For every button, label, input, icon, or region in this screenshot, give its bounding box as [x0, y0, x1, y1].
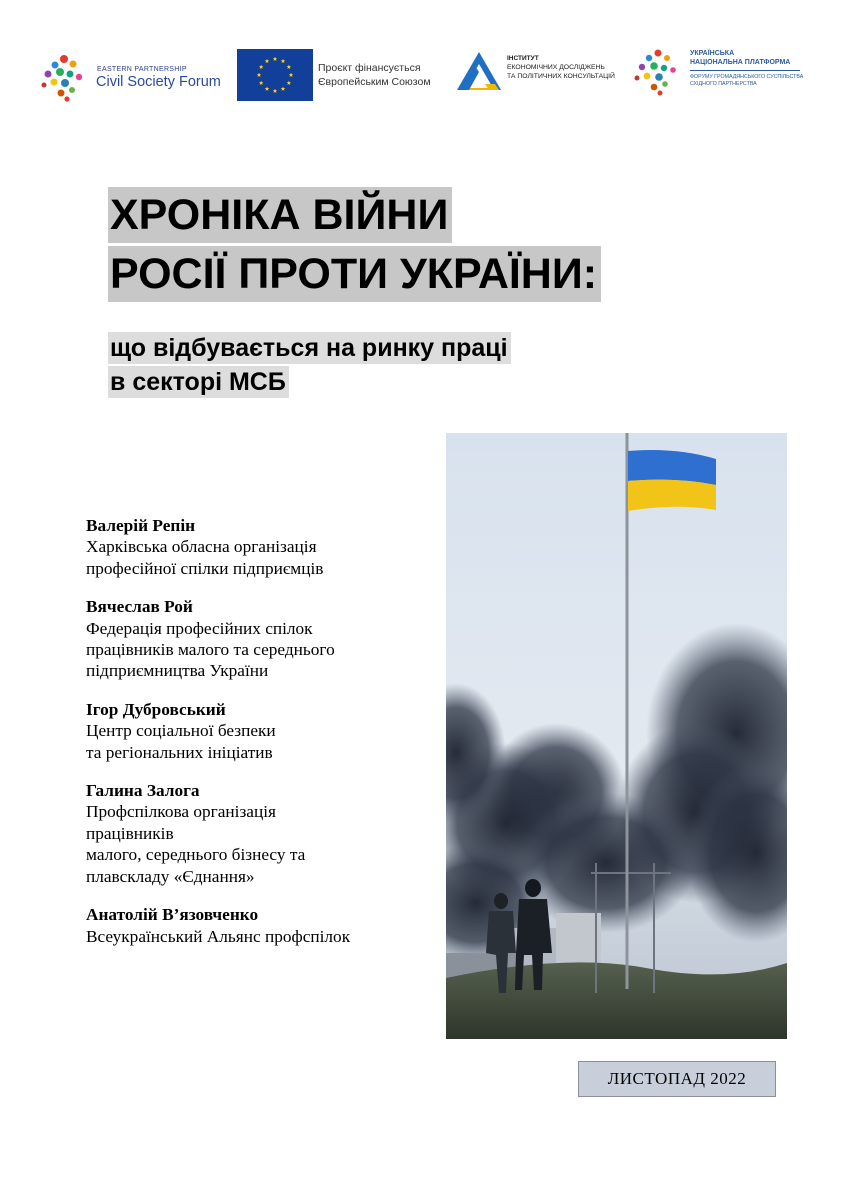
unp-line3: ФОРУМУ ГРОМАДЯНСЬКОГО СУСПІЛЬСТВА	[690, 74, 804, 80]
unp-subtitle	[690, 74, 803, 88]
author-org-line: підприємництва України	[86, 661, 269, 681]
eu-star-icon	[287, 65, 292, 69]
author-entry	[86, 515, 431, 579]
ier-title: ІНСТИТУТ	[507, 55, 539, 62]
eap-dots-icon	[40, 52, 90, 104]
title-line-2: РОСІЇ ПРОТИ УКРАЇНИ:	[108, 246, 601, 302]
author-name: Галина Залога	[86, 781, 200, 801]
ier-subtitle	[507, 63, 615, 81]
author-org-line: працівників	[86, 823, 174, 843]
ier-triangle-icon	[455, 50, 503, 94]
publication-date: ЛИСТОПАД 2022	[578, 1061, 776, 1097]
eu-star-icon	[259, 65, 264, 69]
eu-flag-logo[interactable]	[237, 49, 313, 101]
eap-name: Civil Society Forum	[96, 74, 221, 90]
eu-star-icon	[257, 73, 262, 77]
eu-stars-icon	[237, 49, 313, 101]
eu-funding-text	[318, 61, 431, 89]
author-entry	[86, 904, 431, 947]
authors-list	[86, 515, 431, 964]
author-name: Анатолій В’язовченко	[86, 905, 259, 925]
eu-star-icon	[273, 89, 278, 93]
eu-star-icon	[281, 59, 286, 63]
author-org-line: працівників малого та середнього	[86, 640, 335, 660]
author-name: Валерій Репін	[86, 516, 196, 535]
unp-line2: НАЦІОНАЛЬНА ПЛАТФОРМА	[690, 59, 791, 66]
author-org-line: та регіональних ініціатив	[86, 742, 273, 762]
subtitle-line-2: в секторі МСБ	[108, 366, 289, 398]
unp-line1: УКРАЇНСЬКА	[690, 50, 735, 57]
author-org-line: плавскладу «Єднання»	[86, 866, 255, 886]
unp-divider	[690, 70, 800, 71]
author-org-line: професійної спілки підприємців	[86, 558, 324, 578]
eu-text-line2: Європейським Союзом	[318, 76, 431, 88]
author-org-line: Федерація професійних спілок	[86, 618, 313, 638]
flag-smoke-photo	[446, 433, 787, 1039]
eu-star-icon	[289, 73, 294, 77]
eu-text-line1: Проєкт фінансується	[318, 62, 421, 74]
subtitle-line-1: що відбувається на ринку праці	[108, 332, 511, 364]
cover-photo	[446, 433, 787, 1039]
author-org-line: Всеукраїнський Альянс профспілок	[86, 926, 351, 946]
logo-bar	[0, 0, 849, 120]
eap-label: EASTERN PARTNERSHIP	[97, 66, 187, 73]
author-org-line: малого, середнього бізнесу та	[86, 845, 306, 865]
eu-star-icon	[281, 86, 286, 90]
author-org-line: Профспілкова організація	[86, 802, 276, 822]
ier-line2: ЕКОНОМІЧНИХ ДОСЛІДЖЕНЬ	[507, 64, 605, 71]
eu-star-icon	[273, 57, 278, 61]
ier-logo[interactable]	[455, 50, 625, 95]
eu-star-icon	[259, 81, 264, 85]
eu-star-icon	[265, 86, 270, 90]
author-entry	[86, 699, 431, 763]
eu-star-icon	[265, 59, 270, 63]
author-name: Вячеслав Рой	[86, 597, 193, 617]
author-entry	[86, 780, 431, 887]
eu-star-icon	[287, 81, 292, 85]
author-org-line: Центр соціальної безпеки	[86, 721, 276, 741]
author-org-line: Харківська обласна організація	[86, 537, 317, 557]
author-entry	[86, 596, 431, 682]
unp-line4: СХІДНОГО ПАРТНЕРСТВА	[690, 81, 757, 87]
author-name: Ігор Дубровський	[86, 699, 226, 719]
unp-dots-icon	[630, 47, 682, 99]
title-line-1: ХРОНІКА ВІЙНИ	[108, 187, 452, 243]
unp-logo[interactable]	[630, 47, 815, 99]
unp-title	[690, 49, 790, 67]
ier-line3: ТА ПОЛІТИЧНИХ КОНСУЛЬТАЦІЙ	[507, 73, 615, 80]
eap-csf-logo[interactable]	[40, 52, 225, 104]
